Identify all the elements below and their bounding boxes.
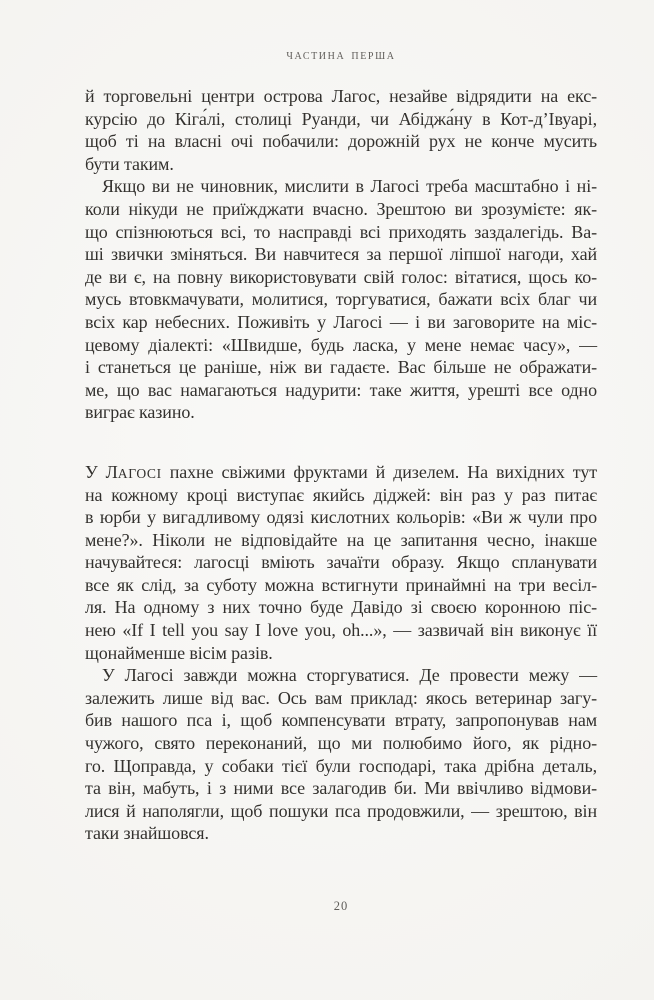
text-line: де ви є, на повну використовувати свій голос: вітатися, щось ко- xyxy=(85,266,597,287)
text-line: ме, що вас намагаються надурити: таке життя, урешті все одно xyxy=(85,379,597,400)
text-line: Якщо ви не чиновник, мислити в Лагосі треба масштабно і ні- xyxy=(102,176,597,197)
text-line: мусь втовкмачувати, молитися, торгуватися, бажати всіх благ чи xyxy=(85,289,597,310)
text-line: бути таким. xyxy=(85,153,174,174)
text-line: й торговельні центри острова Лагос, незайве відрядити на екс- xyxy=(85,86,597,106)
lead-line-rest: пахне свіжими фруктами й дизелем. На вихідних тут xyxy=(161,461,597,482)
text-line: бив нашого пса і, щоб компенсувати втрату, запропонував нам xyxy=(85,710,597,731)
text-line: го. Щоправда, у собаки тієї були господарі, така дрібна деталь, xyxy=(85,755,597,776)
running-header: ЧАСТИНА ПЕРША xyxy=(286,51,396,62)
text-line: ля. На одному з них точно буде Давідо зі своєю коронною піс- xyxy=(85,597,597,618)
text-line: і станеться це раніше, ніж ви гадаєте. Вас більше не ображати- xyxy=(85,357,597,378)
text-line: нею «If I tell you say I love you, oh...», — зазвичай він виконує її xyxy=(85,620,597,641)
page-body xyxy=(85,85,597,845)
text-line: на кожному кроці виступає якийсь діджей: він раз у раз питає xyxy=(85,484,597,505)
text-line: та він, мабуть, і з ними все залагодив би. Ми ввічливо відмови- xyxy=(85,778,597,799)
lead-word-smallcaps: АГОСІ xyxy=(117,465,162,481)
text-line: щоб ті на власні очі побачили: дорожній рух не конче мусить xyxy=(85,131,597,152)
paragraph xyxy=(85,175,597,424)
text-line: коли нікуди не приїжджати вчасно. Зрештою ви зрозумієте: як- xyxy=(85,198,597,219)
text-line: в юрби у вигадливому одязі кислотних кольорів: «Ви ж чули про xyxy=(85,507,597,528)
text-line: курсію до Кіга́лі, столиці Руанди, чи Абіджа́ну в Кот-д’Івуарі, xyxy=(85,108,597,129)
text-line: лися й наполягли, щоб пошуки пса продовжили, — зрештою, він xyxy=(85,800,597,821)
lead-word-prefix: У Л xyxy=(85,461,118,482)
text-line: таки знайшовся. xyxy=(85,823,209,844)
text-line: ші звички зміняться. Ви навчитеся за першої ліпшої нагоди, хай xyxy=(85,244,597,265)
text-line xyxy=(85,461,597,484)
page-number: 20 xyxy=(333,899,349,913)
text-line: чужого, свято переконаний, що ми полюбимо його, як рідно- xyxy=(85,733,597,754)
text-line: що спізнюються всі, то насправді всі приходять заздалегідь. Ва- xyxy=(85,221,597,242)
text-line: виграє казино. xyxy=(85,402,195,423)
text-line: цевому діалекті: «Швидше, будь ласка, у мене немає часу», — xyxy=(85,334,597,355)
text-line: мене?». Ніколи не відповідайте на це запитання чесно, інакше xyxy=(85,529,597,550)
text-line: начувайтеся: лагосці вміють зачаїти образу. Якщо спланувати xyxy=(85,552,597,573)
text-line: щонайменше вісім разів. xyxy=(85,642,273,663)
paragraph xyxy=(85,85,597,175)
text-line: все як слід, за суботу можна встигнути принаймні на три весіл- xyxy=(85,574,597,595)
paragraph xyxy=(85,664,597,845)
text-line: всіх кар небесних. Поживіть у Лагосі — і ви заговорите на міс- xyxy=(85,311,597,332)
paragraph xyxy=(85,461,597,664)
section-break xyxy=(85,424,597,461)
text-line: залежить лише від вас. Ось вам приклад: якось ветеринар загу- xyxy=(85,687,597,708)
text-line: У Лагосі завжди можна сторгуватися. Де провести межу — xyxy=(102,665,597,686)
